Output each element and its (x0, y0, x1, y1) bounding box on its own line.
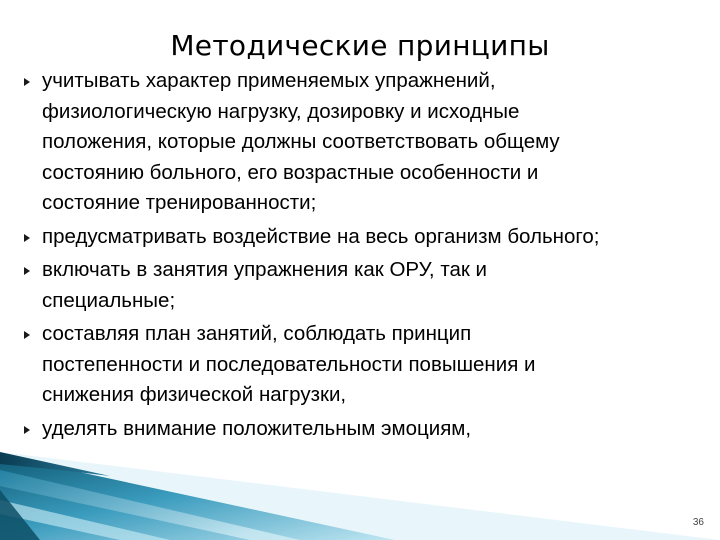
triangle-bullet-icon (24, 267, 30, 275)
bullet-line: предусматривать воздействие на весь организм больного; (42, 224, 600, 248)
page-number: 36 (692, 517, 704, 528)
bullet-line: включать в занятия упражнения как ОРУ, так и (42, 258, 487, 281)
bullet-line: специальные; (42, 288, 176, 312)
bullet-line: уделять внимание положительным эмоциям, (42, 416, 472, 440)
bullet-line: состояние тренированности; (42, 191, 317, 214)
bullet-line: учитывать характер применяемых упражнений, (42, 69, 496, 92)
bullet-line: постепенности и последовательности повышения и (42, 352, 536, 376)
slide-title: Методические принципы (170, 29, 550, 62)
triangle-bullet-icon (24, 234, 30, 242)
bullet-list (22, 66, 714, 447)
bullet-item (22, 414, 714, 445)
bullet-line: физиологическую нагрузку, дозировку и исходные (42, 99, 520, 123)
bullet-line: положения, которые должны соответствовать общему (42, 130, 560, 153)
bullet-item (22, 66, 714, 219)
bullet-line: снижения физической нагрузки, (42, 383, 347, 406)
bullet-item (22, 319, 714, 411)
triangle-bullet-icon (24, 78, 30, 86)
bullet-item (22, 222, 714, 253)
bullet-line: состоянию больного, его возрастные особенности и (42, 160, 539, 184)
bullet-item (22, 255, 714, 316)
triangle-bullet-icon (24, 426, 30, 434)
bullet-line: составляя план занятий, соблюдать принцип (42, 322, 472, 345)
triangle-bullet-icon (24, 331, 30, 339)
